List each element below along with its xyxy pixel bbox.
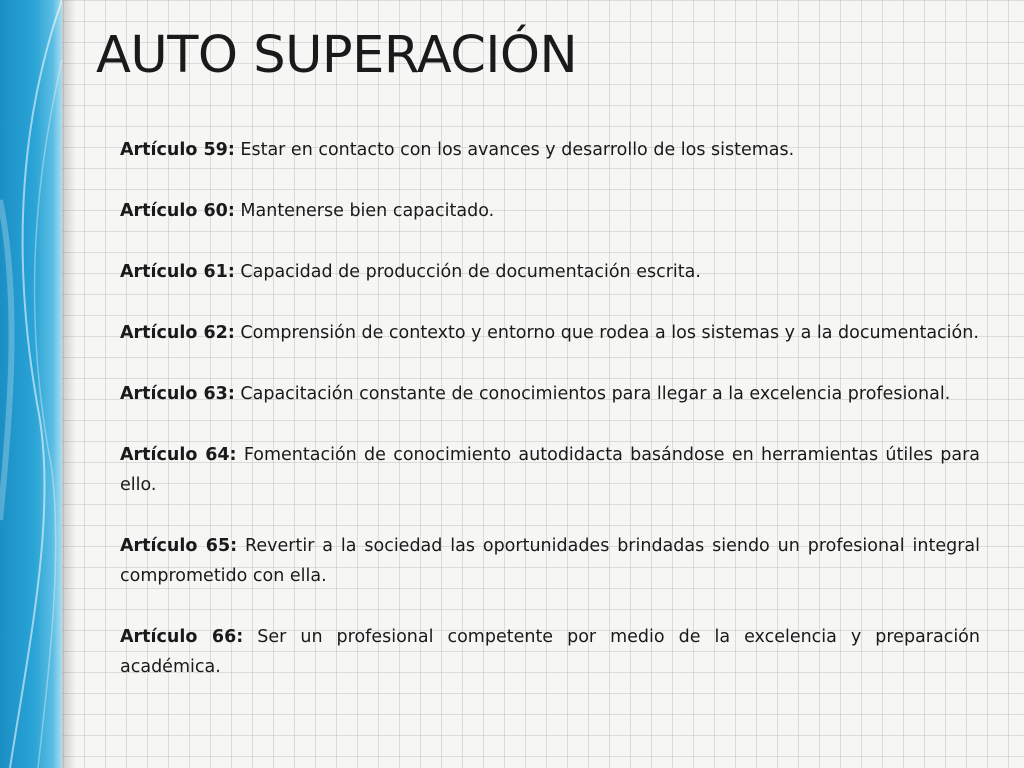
article-label: Artículo 63: <box>120 384 235 404</box>
article-66 <box>120 622 980 682</box>
article-text: Revertir a la sociedad las oportunidades brindadas siendo un profesional integral comprometido con ella. <box>120 536 980 586</box>
article-label: Artículo 59: <box>120 140 235 160</box>
article-65 <box>120 531 980 591</box>
article-label: Artículo 60: <box>120 201 235 221</box>
article-62 <box>120 318 980 348</box>
decorative-side-band <box>0 0 62 768</box>
article-text: Ser un profesional competente por medio de la excelencia y preparación académica. <box>120 627 980 677</box>
article-61 <box>120 257 980 287</box>
article-label: Artículo 66: <box>120 627 244 647</box>
article-label: Artículo 61: <box>120 262 235 282</box>
article-list <box>120 135 980 713</box>
article-label: Artículo 65: <box>120 536 238 556</box>
article-text: Comprensión de contexto y entorno que rodea a los sistemas y a la documentación. <box>234 323 979 343</box>
side-band-shadow <box>62 0 76 768</box>
slide-title: AUTO SUPERACIÓN <box>96 26 578 85</box>
wave-decoration-icon <box>0 0 62 768</box>
article-text: Fomentación de conocimiento autodidacta basándose en herramientas útiles para ello. <box>120 445 980 495</box>
article-60 <box>120 196 980 226</box>
article-text: Capacidad de producción de documentación escrita. <box>234 262 701 282</box>
article-text: Capacitación constante de conocimientos para llegar a la excelencia profesional. <box>234 384 951 404</box>
article-text: Estar en contacto con los avances y desarrollo de los sistemas. <box>234 140 795 160</box>
article-59 <box>120 135 980 165</box>
article-label: Artículo 64: <box>120 445 237 465</box>
article-63 <box>120 379 980 409</box>
article-text: Mantenerse bien capacitado. <box>234 201 495 221</box>
article-label: Artículo 62: <box>120 323 235 343</box>
article-64 <box>120 440 980 500</box>
